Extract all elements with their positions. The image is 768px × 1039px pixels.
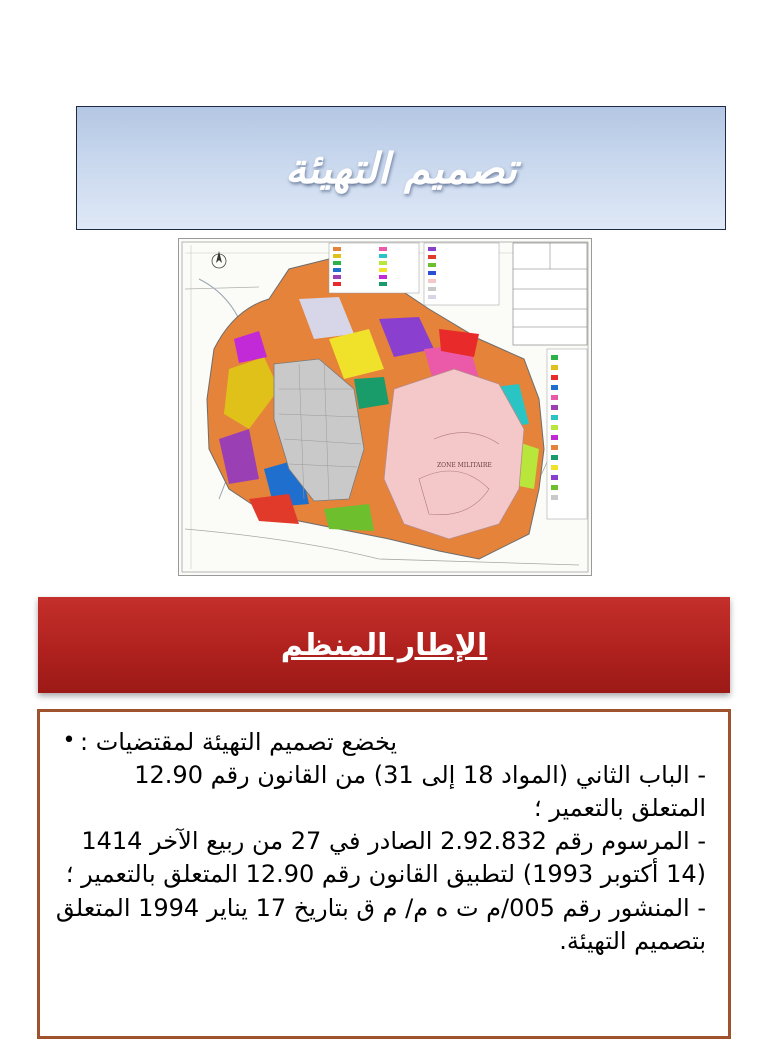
title-banner: [76, 106, 726, 230]
content-text: [54, 726, 706, 958]
section-banner: [38, 597, 730, 693]
map-title-block: [513, 243, 587, 345]
intro-text: يخضع تصميم التهيئة لمقتضيات :: [80, 728, 398, 756]
bullet-icon: •: [62, 728, 76, 753]
list-item: - المنشور رقم 005/م ت ه م/ م ق بتاريخ 17 يناير 1994 المتعلق بتصميم التهيئة.: [55, 893, 706, 955]
page-title: تصميم التهيئة: [284, 143, 517, 193]
map-zone-label: ZONE MILITAIRE: [437, 462, 492, 469]
map-legend-middle: [424, 243, 499, 305]
intro-line: [54, 726, 706, 759]
zoning-map-image: [178, 238, 592, 576]
list-item: - المرسوم رقم 2.92.832 الصادر في 27 من ربيع الآخر 1414 (14 أكتوبر 1993) لتطبيق القانون رقم 12.90 المتعلق بالتعمير ؛: [65, 827, 706, 889]
section-title: الإطار المنظم: [280, 627, 488, 663]
content-box: [37, 709, 731, 1039]
list-item: - الباب الثاني (المواد 18 إلى 31) من القانون رقم 12.90 المتعلق بالتعمير ؛: [134, 761, 706, 823]
map-legend-right: [547, 349, 587, 519]
map-legend-left: [329, 243, 419, 293]
